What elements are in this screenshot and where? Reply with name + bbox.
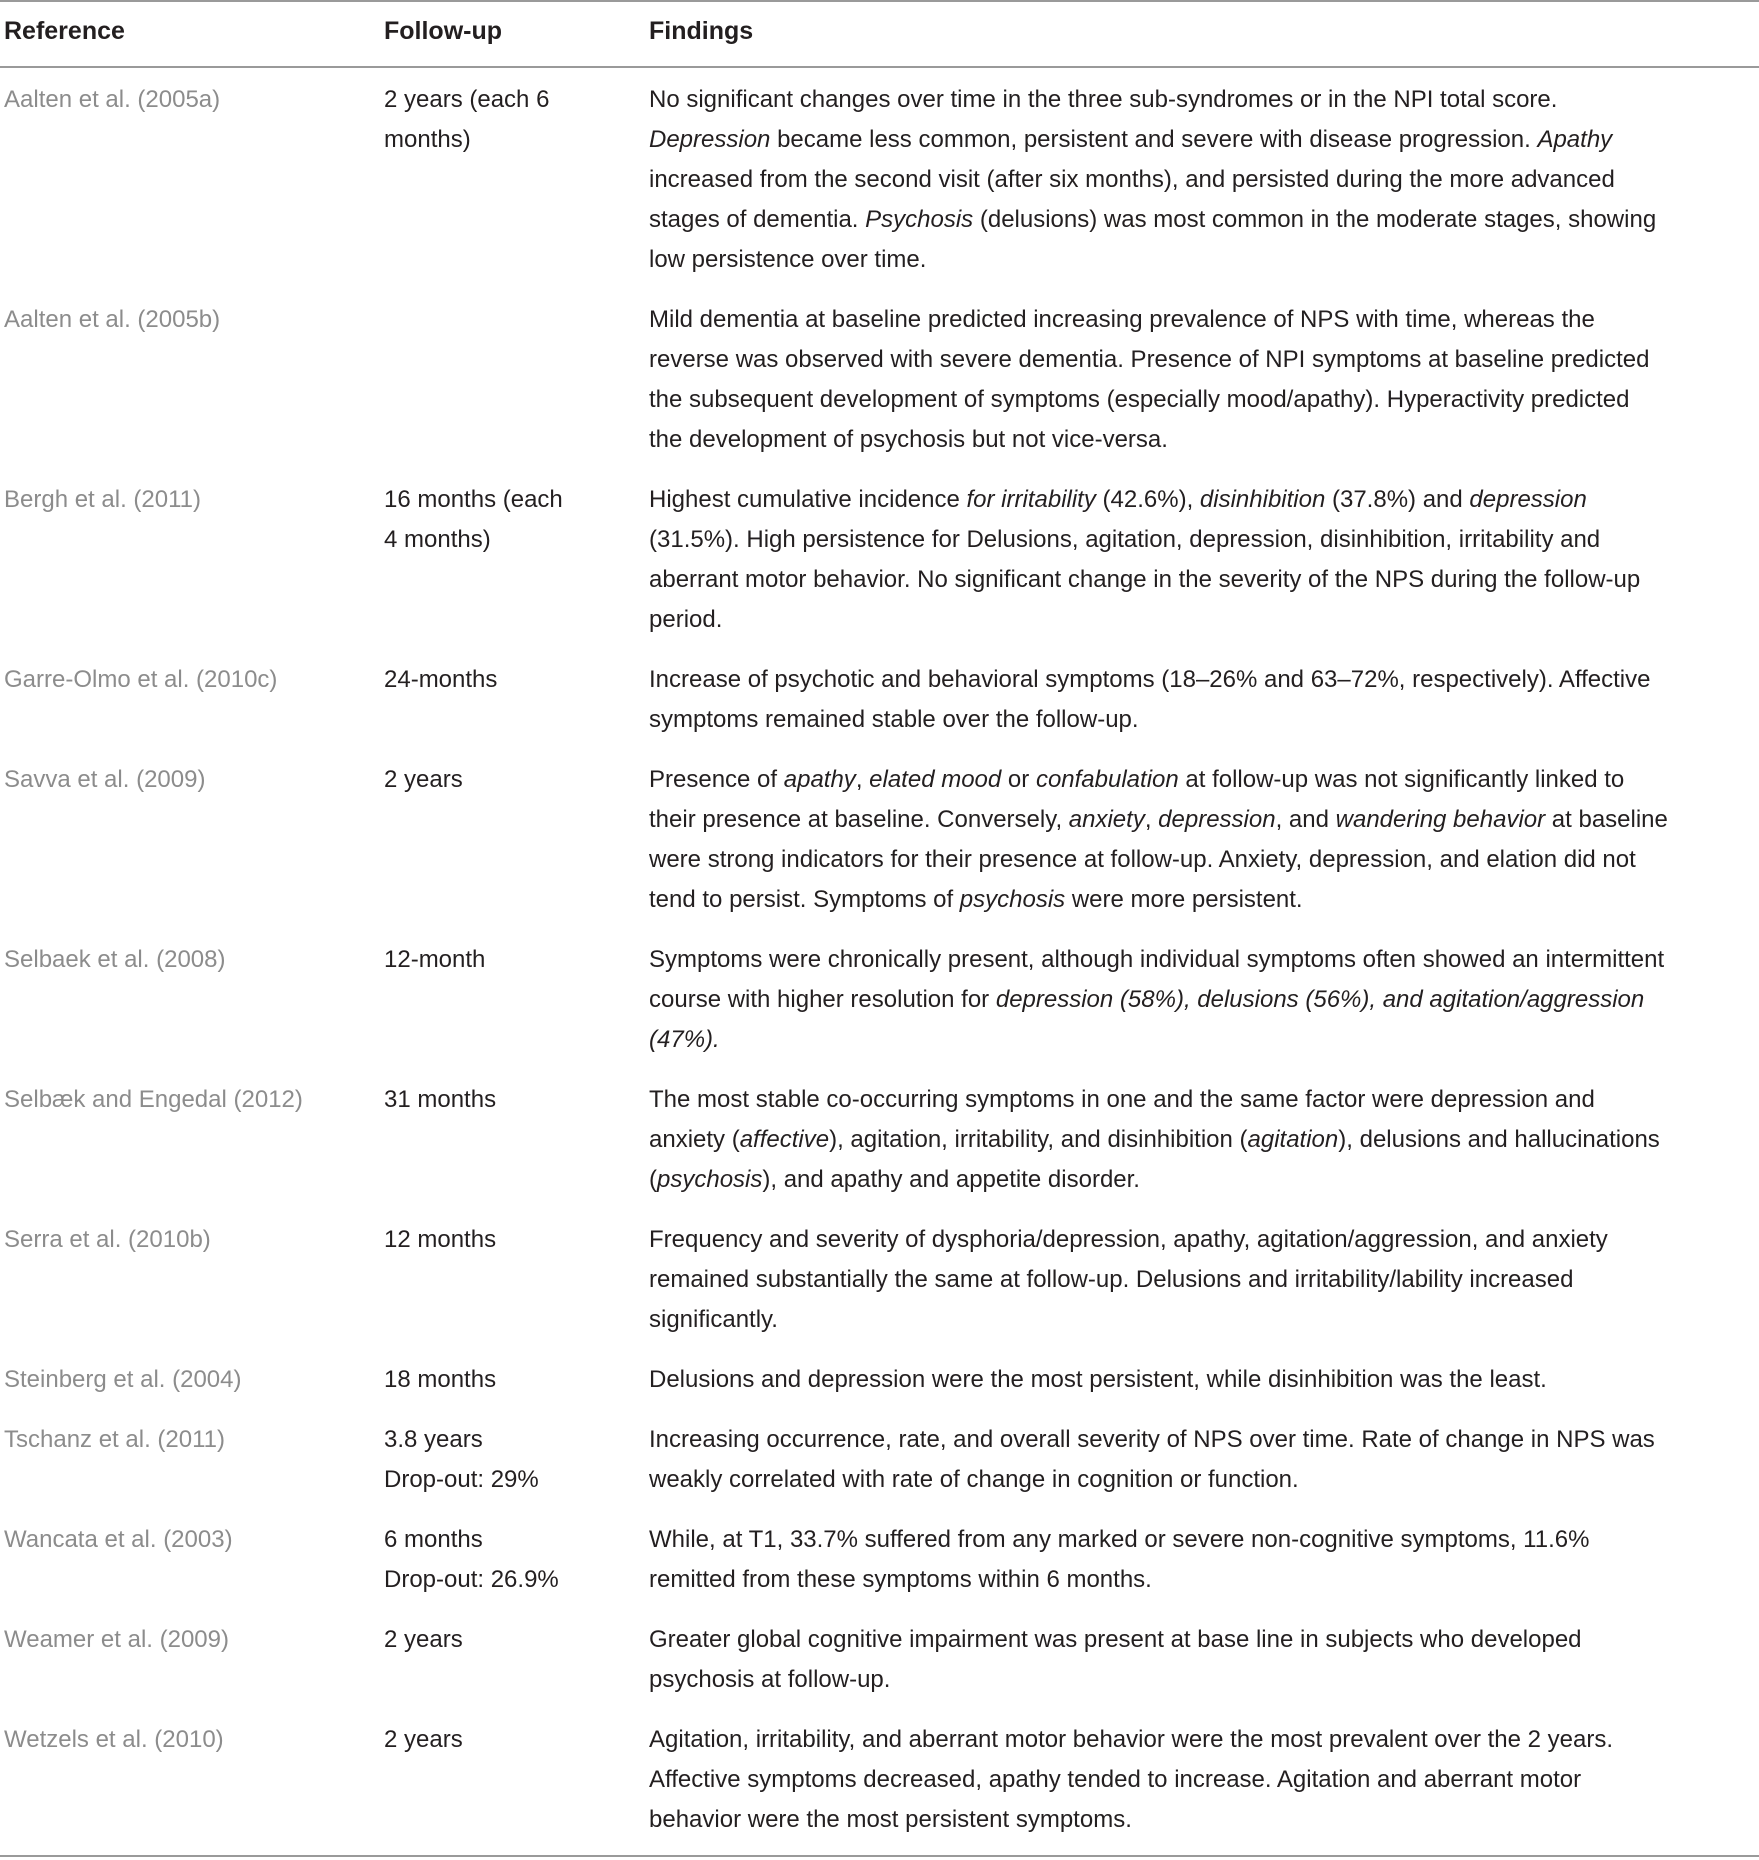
findings-italic-text: depression (58%), delusions (56%), and agitation/aggression (995, 986, 1645, 1013)
findings-italic-text: psychosis (657, 1166, 763, 1193)
top-rule (0, 0, 1759, 2)
findings-line (649, 880, 1759, 920)
findings-text: , (1144, 806, 1159, 833)
followup-line: 16 months (each (384, 486, 563, 513)
findings-line (649, 1080, 1759, 1120)
findings-italic-text: depression (1158, 806, 1276, 833)
followup-cell (384, 1080, 634, 1120)
followup-line: 12 months (384, 1226, 497, 1253)
findings-text: Mild dementia at baseline predicted increasing prevalence of NPS with time, whereas the (649, 306, 1595, 333)
header-reference: Reference (4, 17, 125, 45)
findings-text: , and (1275, 806, 1336, 833)
findings-cell (649, 1360, 1759, 1400)
findings-line (649, 600, 1759, 640)
followup-line: 18 months (384, 1366, 497, 1393)
findings-text: their presence at baseline. Conversely, (649, 806, 1069, 833)
findings-text: (37.8%) and (1325, 486, 1470, 513)
findings-text: at follow-up was not significantly linked to (1178, 766, 1625, 793)
findings-text: increased from the second visit (after six months), and persisted during the more advanced (649, 166, 1615, 193)
findings-text: ), agitation, irritability, and disinhibition ( (829, 1126, 1248, 1153)
findings-line (649, 1020, 1759, 1060)
findings-line (649, 1760, 1759, 1800)
findings-text: ( (649, 1166, 657, 1193)
followup-line: months) (384, 126, 471, 153)
findings-text: the subsequent development of symptoms (especially mood/apathy). Hyperactivity predicted (649, 386, 1630, 413)
findings-line (649, 1560, 1759, 1600)
findings-text: symptoms remained stable over the follow-up. (649, 706, 1139, 733)
findings-italic-text: elated mood (869, 766, 1002, 793)
followup-cell (384, 760, 634, 800)
followup-cell (384, 940, 634, 980)
findings-text: weakly correlated with rate of change in cognition or function. (649, 1466, 1299, 1493)
findings-italic-text: agitation (1247, 1126, 1339, 1153)
findings-line (649, 420, 1759, 460)
followup-line: 2 years (384, 1626, 463, 1653)
reference-cell: Wetzels et al. (2010) (4, 1726, 224, 1753)
header-followup: Follow-up (384, 17, 503, 45)
findings-line (649, 520, 1759, 560)
findings-cell (649, 1720, 1759, 1840)
findings-text: course with higher resolution for (649, 986, 996, 1013)
findings-text: Greater global cognitive impairment was present at base line in subjects who developed (649, 1626, 1582, 1653)
reference-cell: Steinberg et al. (2004) (4, 1366, 242, 1393)
reference-cell: Aalten et al. (2005a) (4, 86, 221, 113)
findings-italic-text: Depression (649, 126, 771, 153)
findings-text: or (1001, 766, 1036, 793)
reference-cell: Savva et al. (2009) (4, 766, 206, 793)
reference-cell: Bergh et al. (2011) (4, 486, 202, 513)
findings-text: low persistence over time. (649, 246, 927, 273)
findings-text: significantly. (649, 1306, 778, 1333)
findings-text: (delusions) was most common in the moderate stages, showing (973, 206, 1657, 233)
findings-line (649, 560, 1759, 600)
findings-cell (649, 1220, 1759, 1340)
followup-line: 12-month (384, 946, 486, 973)
followup-cell (384, 80, 634, 160)
findings-text: (31.5%). High persistence for Delusions, agitation, depression, disinhibition, irritability and (649, 526, 1601, 553)
followup-line: 4 months) (384, 526, 491, 553)
findings-italic-text: for irritability (966, 486, 1096, 513)
findings-italic-text: confabulation (1035, 766, 1179, 793)
findings-line (649, 660, 1759, 700)
reference-cell: Tschanz et al. (2011) (4, 1426, 226, 1453)
findings-text: remained substantially the same at follow-up. Delusions and irritability/lability increased (649, 1266, 1574, 1293)
findings-line (649, 1660, 1759, 1700)
findings-line (649, 700, 1759, 740)
findings-cell (649, 760, 1759, 920)
findings-text: remitted from these symptoms within 6 months. (649, 1566, 1152, 1593)
findings-line (649, 1520, 1759, 1560)
findings-line (649, 80, 1759, 120)
findings-line (649, 1220, 1759, 1260)
findings-text: Affective symptoms decreased, apathy tended to increase. Agitation and aberrant motor (649, 1766, 1582, 1793)
findings-line (649, 980, 1759, 1020)
reference-cell: Selbæk and Engedal (2012) (4, 1086, 303, 1113)
findings-cell (649, 1080, 1759, 1200)
reference-cell: Wancata et al. (2003) (4, 1526, 233, 1553)
findings-line (649, 1120, 1759, 1160)
header-findings: Findings (649, 17, 754, 45)
followup-line: Drop-out: 29% (384, 1466, 539, 1493)
findings-text: Frequency and severity of dysphoria/depression, apathy, agitation/aggression, and anxiety (649, 1226, 1608, 1253)
findings-line (649, 1420, 1759, 1460)
findings-line (649, 1800, 1759, 1840)
followup-cell (384, 1720, 634, 1760)
findings-text: While, at T1, 33.7% suffered from any marked or severe non-cognitive symptoms, 11.6% (649, 1526, 1590, 1553)
followup-line: 2 years (384, 1726, 463, 1753)
followup-line: 3.8 years (384, 1426, 483, 1453)
findings-cell (649, 480, 1759, 640)
findings-text: ), delusions and hallucinations (1338, 1126, 1660, 1153)
findings-cell (649, 1420, 1759, 1500)
findings-text: were strong indicators for their presence at follow-up. Anxiety, depression, and elation did not (649, 846, 1636, 873)
reference-cell: Aalten et al. (2005b) (4, 306, 221, 333)
findings-text: the development of psychosis but not vice-versa. (649, 426, 1168, 453)
findings-text: psychosis at follow-up. (649, 1666, 891, 1693)
findings-line (649, 940, 1759, 980)
findings-text: Presence of (649, 766, 784, 793)
findings-line (649, 1620, 1759, 1660)
findings-cell (649, 80, 1759, 280)
findings-text: Delusions and depression were the most persistent, while disinhibition was the least. (649, 1366, 1547, 1393)
followup-cell (384, 1220, 634, 1260)
findings-text: No significant changes over time in the three sub-syndromes or in the NPI total score. (649, 86, 1558, 113)
findings-line (649, 800, 1759, 840)
findings-text: Agitation, irritability, and aberrant motor behavior were the most prevalent over the 2 years. (649, 1726, 1614, 1753)
followup-cell (384, 660, 634, 700)
findings-text: became less common, persistent and severe with disease progression. (770, 126, 1538, 153)
findings-line (649, 480, 1759, 520)
followup-cell (384, 480, 634, 560)
findings-text: behavior were the most persistent symptoms. (649, 1806, 1132, 1833)
findings-italic-text: anxiety (1068, 806, 1145, 833)
findings-cell (649, 1620, 1759, 1700)
reference-cell: Garre-Olmo et al. (2010c) (4, 666, 278, 693)
findings-line (649, 1160, 1759, 1200)
findings-line (649, 200, 1759, 240)
findings-text: stages of dementia. (649, 206, 866, 233)
findings-italic-text: (47%). (649, 1026, 720, 1053)
findings-text: tend to persist. Symptoms of (649, 886, 960, 913)
findings-line (649, 760, 1759, 800)
findings-cell (649, 300, 1759, 460)
reference-cell: Serra et al. (2010b) (4, 1226, 211, 1253)
findings-italic-text: psychosis (959, 886, 1066, 913)
followup-line: 24-months (384, 666, 498, 693)
findings-cell (649, 660, 1759, 740)
reference-cell: Weamer et al. (2009) (4, 1626, 229, 1653)
followup-line: Drop-out: 26.9% (384, 1566, 559, 1593)
findings-text: Highest cumulative incidence (649, 486, 967, 513)
findings-line (649, 1720, 1759, 1760)
findings-line (649, 240, 1759, 280)
findings-text: reverse was observed with severe dementia. Presence of NPI symptoms at baseline predicted (649, 346, 1650, 373)
findings-line (649, 1360, 1759, 1400)
findings-text: anxiety ( (649, 1126, 740, 1153)
findings-line (649, 380, 1759, 420)
header-rule (0, 66, 1759, 68)
findings-line (649, 160, 1759, 200)
table-header (0, 14, 1759, 54)
findings-text: , (855, 766, 870, 793)
findings-text: Increase of psychotic and behavioral symptoms (18–26% and 63–72%, respectively). Affective (649, 666, 1651, 693)
findings-line (649, 120, 1759, 160)
findings-text: period. (649, 606, 723, 633)
findings-text: Symptoms were chronically present, although individual symptoms often showed an intermittent (649, 946, 1665, 973)
followup-line: 6 months (384, 1526, 483, 1553)
findings-cell (649, 1520, 1759, 1600)
reference-cell: Selbaek et al. (2008) (4, 946, 226, 973)
findings-line (649, 840, 1759, 880)
followup-line: 2 years (each 6 (384, 86, 550, 113)
findings-line (649, 1460, 1759, 1500)
findings-text: aberrant motor behavior. No significant change in the severity of the NPS during the follow-up (649, 566, 1641, 593)
findings-text: were more persistent. (1065, 886, 1303, 913)
findings-cell (649, 940, 1759, 1060)
findings-italic-text: affective (739, 1126, 830, 1153)
findings-text: The most stable co-occurring symptoms in one and the same factor were depression and (649, 1086, 1595, 1113)
bottom-rule (0, 1855, 1759, 1857)
findings-line (649, 300, 1759, 340)
findings-line (649, 340, 1759, 380)
findings-text: at baseline (1545, 806, 1668, 833)
findings-italic-text: depression (1469, 486, 1587, 513)
followup-line: 31 months (384, 1086, 497, 1113)
followup-cell (384, 1360, 634, 1400)
findings-italic-text: apathy (783, 766, 856, 793)
findings-text: ), and apathy and appetite disorder. (762, 1166, 1140, 1193)
followup-cell (384, 1420, 634, 1500)
findings-italic-text: disinhibition (1199, 486, 1326, 513)
findings-italic-text: wandering behavior (1335, 806, 1546, 833)
findings-line (649, 1260, 1759, 1300)
findings-italic-text: Psychosis (865, 206, 974, 233)
followup-cell (384, 1520, 634, 1600)
followup-cell (384, 1620, 634, 1660)
findings-line (649, 1300, 1759, 1340)
followup-line: 2 years (384, 766, 463, 793)
findings-italic-text: Apathy (1537, 126, 1613, 153)
findings-text: (42.6%), (1095, 486, 1200, 513)
findings-text: Increasing occurrence, rate, and overall severity of NPS over time. Rate of change in NPS was (649, 1426, 1655, 1453)
